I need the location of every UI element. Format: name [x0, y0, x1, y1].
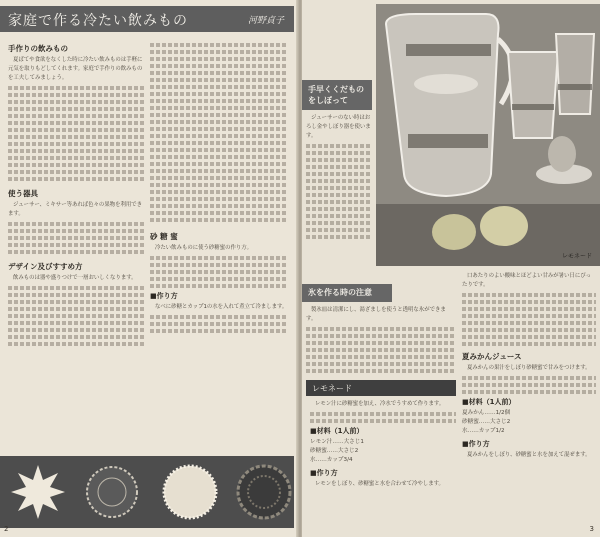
orange-material-item: 夏みかん……1/2個	[462, 410, 511, 416]
article-title: 家庭で作る冷たい飲みもの	[8, 13, 188, 29]
lemonade-photo	[376, 4, 600, 266]
lemonade-material-item: レモン汁……大さじ1	[310, 439, 364, 445]
intro-text: 夏ばてや食欲をなくした時に冷たい飲みものは手軽に元気を取りもどしてくれます。家庭で手作りの飲みものを工夫してみましょう。	[8, 57, 143, 81]
sidebar-text-1: ジューサーのない時はおろし金やしぼり器を使います。	[306, 115, 371, 139]
lemonade-banner	[306, 380, 456, 396]
heading-design: デザイン及びすすめ方	[8, 262, 83, 271]
sidebar-heading-2: 氷を作る時の注意	[308, 288, 372, 297]
lemonade-material-item: 水……カップ3/4	[310, 457, 353, 463]
lemonade-material-item: 砂糖蜜……大さじ2	[310, 448, 359, 454]
mid-text: 口あたりのよい酸味とほどよい甘みが暑い日にぴったりです。	[462, 273, 591, 288]
page-number-right: 3	[589, 525, 594, 533]
orange-juice-text: 夏みかんの果汁をしぼり砂糖蜜で甘みをつけます。	[467, 365, 591, 371]
syrup-method-label: ■作り方	[150, 292, 178, 300]
heading-tools: 使う器具	[8, 189, 38, 198]
lemonade-method-text: レモンをしぼり、砂糖蜜と水を合わせて冷やします。	[315, 481, 444, 487]
patterned-doily-icon	[236, 464, 292, 520]
lemonade-method-label: ■作り方	[310, 469, 338, 477]
sidebar-banner-2	[302, 284, 392, 302]
orange-materials-label: ■材料（1人前）	[462, 398, 516, 406]
orange-material-item: 砂糖蜜……大さじ2	[462, 419, 511, 425]
article-title-banner	[0, 6, 294, 32]
right-page	[302, 0, 600, 537]
page-number-left: 2	[4, 525, 9, 533]
orange-method-label: ■作り方	[462, 440, 490, 448]
syrup-text: 冷たい飲みものに使う砂糖蜜の作り方。	[155, 245, 253, 251]
doily-photo-strip	[0, 456, 294, 528]
orange-juice-heading: 夏みかんジュース	[462, 352, 522, 361]
syrup-method-text: なべに砂糖とカップ1の水を入れて煮立て冷まします。	[155, 304, 288, 310]
sidebar-text-2: 製氷皿は清潔にし、湯ざましを使うと透明な氷ができます。	[306, 307, 446, 322]
left-page	[0, 0, 298, 537]
article-author: 河野貞子	[247, 16, 284, 26]
sidebar-column-1	[306, 114, 372, 242]
orange-material-item: 水……カップ1/2	[462, 428, 505, 434]
sidebar-column-2	[306, 306, 456, 376]
design-text: 飲みものは器や盛りつけで一層おいしくなります。	[13, 275, 137, 281]
lemonade-materials-label: ■材料（1人前）	[310, 427, 364, 435]
scalloped-doily-icon	[84, 464, 140, 520]
round-doily-icon	[162, 464, 218, 520]
lemonade-heading: レモネード	[312, 384, 352, 393]
lemonade-text: レモン汁に砂糖蜜を加え、冷水でうすめて作ります。	[315, 401, 445, 407]
sidebar-heading-1: 手早くくだものをしぼって	[308, 85, 364, 105]
left-column-2	[150, 40, 288, 336]
photo-caption: レモネード	[561, 253, 592, 260]
star-doily-icon	[10, 464, 66, 520]
lemonade-recipe	[310, 400, 456, 491]
left-column-1	[8, 40, 144, 349]
tools-text: ジューサー、ミキサー等あれば色々の果物を利用できます。	[8, 202, 143, 217]
heading-syrup: 砂 糖 蜜	[150, 232, 178, 241]
heading-homemade: 手作りの飲みもの	[8, 44, 68, 53]
orange-method-text: 夏みかんをしぼり、砂糖蜜と水を加えて混ぜます。	[467, 452, 591, 458]
right-column-2	[462, 272, 596, 462]
lemonade-glasses-image	[376, 4, 600, 266]
sidebar-banner-1	[302, 80, 372, 110]
